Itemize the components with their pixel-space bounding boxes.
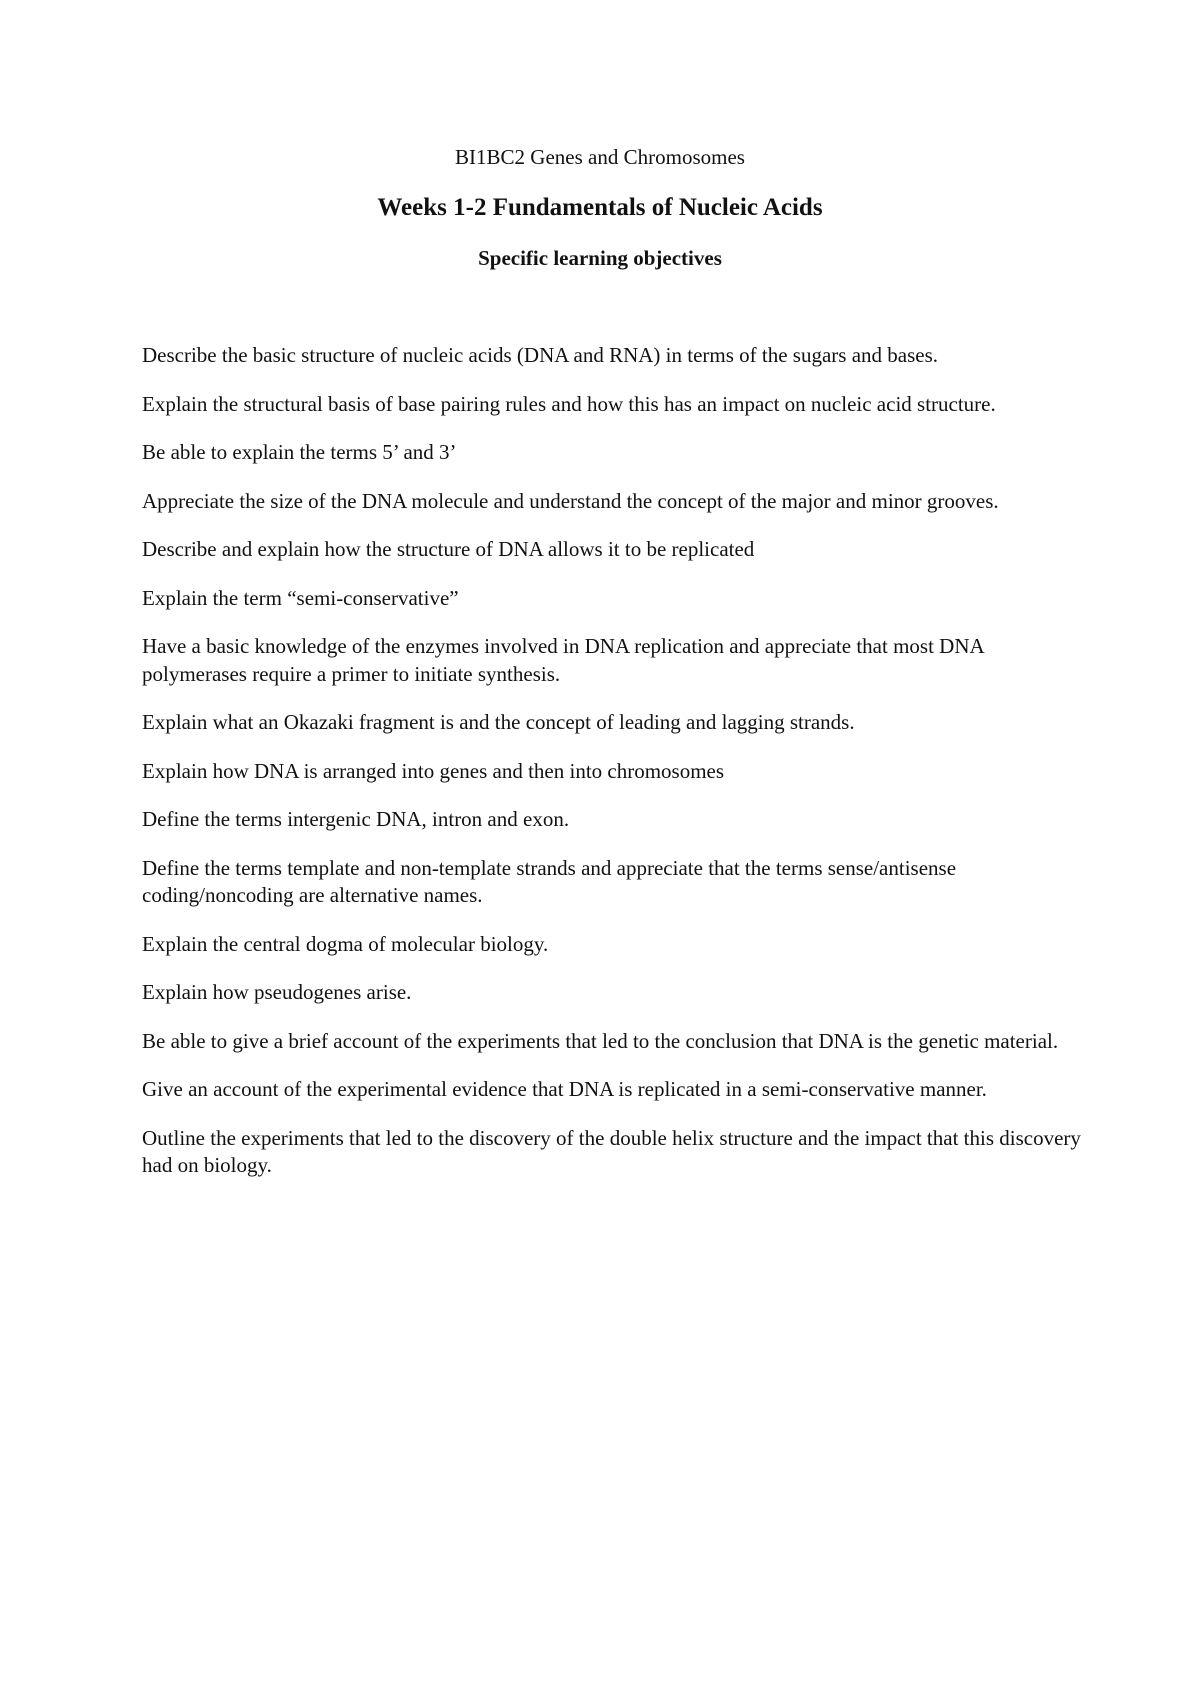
course-title: BI1BC2 Genes and Chromosomes: [455, 145, 745, 169]
objective-item: Explain how DNA is arranged into genes and then into chromosomes: [142, 758, 725, 783]
document-title: Weeks 1-2 Fundamentals of Nucleic Acids: [377, 194, 823, 221]
objective-item: Describe the basic structure of nucleic acids (DNA and RNA) in terms of the sugars and bases.: [142, 343, 939, 367]
objective-item: Outline the experiments that led to the discovery of the double helix structure and the impact that this discovery had on biology.: [142, 1125, 1081, 1177]
objective-item: Give an account of the experimental evidence that DNA is replicated in a semi-conservative manner.: [142, 1077, 987, 1101]
objective-item: Explain the term “semi-conservative”: [142, 585, 459, 610]
document-subtitle: Specific learning objectives: [478, 246, 722, 270]
objective-item: Describe and explain how the structure of DNA allows it to be replicated: [142, 537, 755, 561]
objectives-list: [142, 342, 1082, 1201]
objective-item: Be able to give a brief account of the experiments that led to the conclusion that DNA is the genetic material.: [142, 1028, 1059, 1053]
objective-item: Appreciate the size of the DNA molecule and understand the concept of the major and minor grooves.: [142, 488, 999, 513]
objective-item: Define the terms template and non-template strands and appreciate that the terms sense/antisense coding/noncoding are alternative names.: [142, 855, 957, 907]
objective-item: Explain how pseudogenes arise.: [142, 980, 412, 1004]
objective-item: Explain the central dogma of molecular biology.: [142, 931, 549, 956]
objective-item: Define the terms intergenic DNA, intron and exon.: [142, 807, 570, 831]
objective-item: Be able to explain the terms 5’ and 3’: [142, 440, 457, 464]
objective-item: Have a basic knowledge of the enzymes involved in DNA replication and appreciate that most DNA polymerases require a primer to initiate synthesis.: [142, 634, 984, 686]
objective-item: Explain what an Okazaki fragment is and the concept of leading and lagging strands.: [142, 710, 855, 734]
objective-item: Explain the structural basis of base pairing rules and how this has an impact on nucleic acid structure.: [142, 391, 996, 416]
